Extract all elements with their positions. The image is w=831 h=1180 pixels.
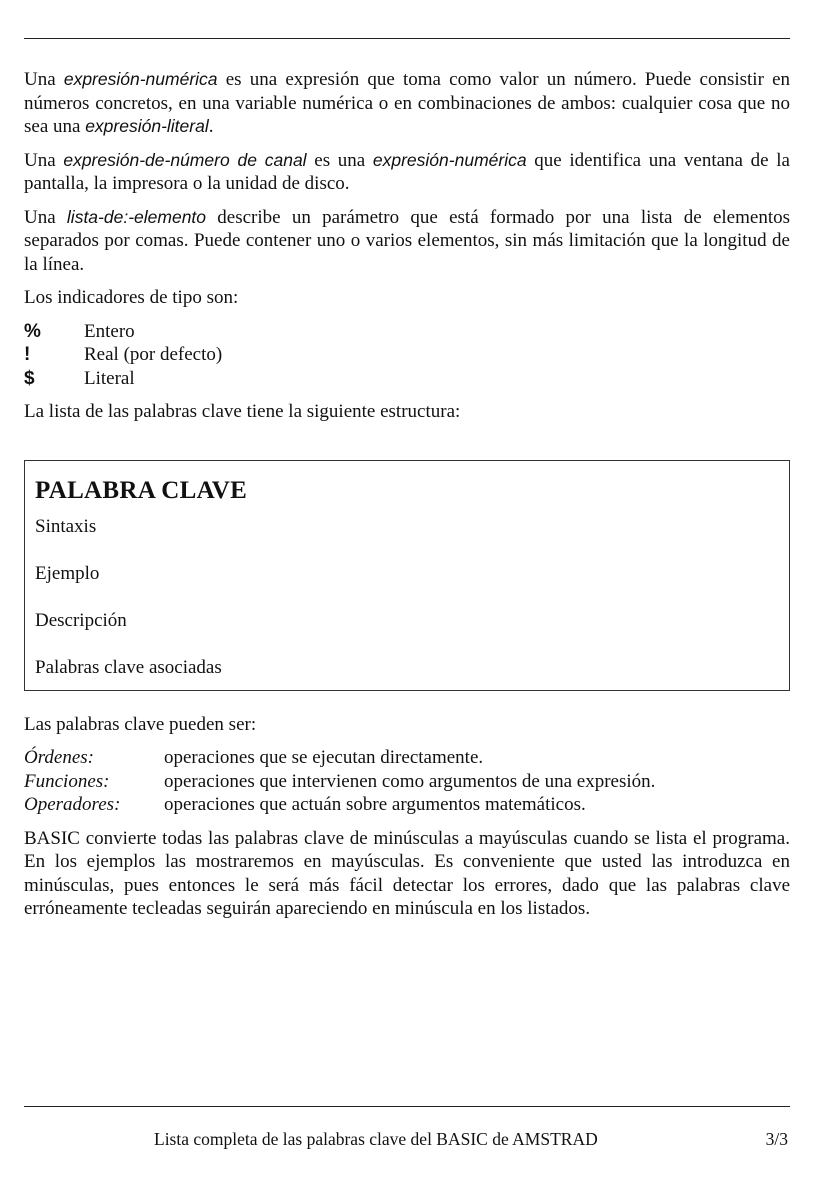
closing-paragraph: BASIC convierte todas las palabras clave de minúsculas a mayúsculas cuando se lista el programa. En los ejemplos las mostraremos en mayúsculas. Es conveniente que usted las introduzca en minúsculas, pues entonces le será más fácil detectar los errores, dado que las palabras clave erróneamente tecleadas seguirán apareciendo en minúscula en los listados. [24,827,790,919]
term-numero-de-canal: expresión-de-número de canal [63,149,307,170]
list-item [24,343,790,367]
text: Una [24,206,67,228]
text: Una [24,69,64,90]
page-number: 3/3 [765,1129,788,1149]
kinds-intro: Las palabras clave pueden ser: [24,713,257,735]
type-symbol: $ [24,367,35,389]
kind-term: Funciones: [24,770,110,792]
kind-description: operaciones que actuán sobre argumentos matemáticos. [164,794,586,815]
paragraph-numero-de-canal [24,149,790,196]
keyword-structure-box [24,460,790,691]
text: es una [306,149,373,171]
paragraph-lista-de-elemento [24,206,790,277]
type-label: Real (por defecto) [84,344,223,365]
type-symbol: % [24,320,41,342]
keyword-box-item-descripcion: Descripción [35,609,127,631]
list-item [24,770,790,794]
kind-description: operaciones que intervienen como argumentos de una expresión. [164,770,656,792]
keyword-box-item-ejemplo: Ejemplo [35,562,100,584]
list-item [24,746,790,770]
page-body [24,68,790,931]
kind-description: operaciones que se ejecutan directamente. [164,747,484,768]
keyword-kinds-list [24,746,790,817]
text: . [208,116,214,137]
term-expresion-numerica: expresión-numérica [372,149,527,170]
kind-term: Órdenes: [24,747,94,768]
list-item [24,367,790,391]
footer-rule [24,1106,790,1107]
term-expresion-literal: expresión-literal [85,116,209,136]
types-intro: Los indicadores de tipo son: [24,287,239,308]
term-expresion-numerica: expresión-numérica [63,69,218,89]
structure-intro: La lista de las palabras clave tiene la siguiente estructura: [24,401,461,422]
keyword-box-item-sintaxis: Sintaxis [35,515,97,537]
top-rule [24,38,790,39]
keyword-box-title: PALABRA CLAVE [35,476,248,504]
type-symbol: ! [24,344,31,365]
keyword-box-item-asociadas: Palabras clave asociadas [35,656,222,678]
list-item [24,320,790,344]
paragraph-expresion-numerica [24,68,790,139]
kind-term: Operadores: [24,794,121,815]
term-lista-de-elemento: lista-de:-elemento [66,206,207,227]
text: que identifica una ventana de la pantalla, la impresora o la unidad de disco. [24,149,790,194]
text: Una [24,149,64,171]
type-label: Entero [84,320,135,342]
type-indicator-list [24,320,790,391]
text: es una expresión que toma como valor un número. Puede consistir en números concretos, en una variable numérica o en combinaciones de ambos: cualquier cosa que no sea una [24,69,791,137]
footer-title: Lista completa de las palabras clave del BASIC de AMSTRAD [154,1129,598,1149]
text: describe un parámetro que está formado por una lista de elementos separados por comas. Puede contener uno o varios elementos, sin más limitación que la longitud de la línea. [24,206,790,275]
list-item [24,793,790,817]
type-label: Literal [84,367,135,389]
